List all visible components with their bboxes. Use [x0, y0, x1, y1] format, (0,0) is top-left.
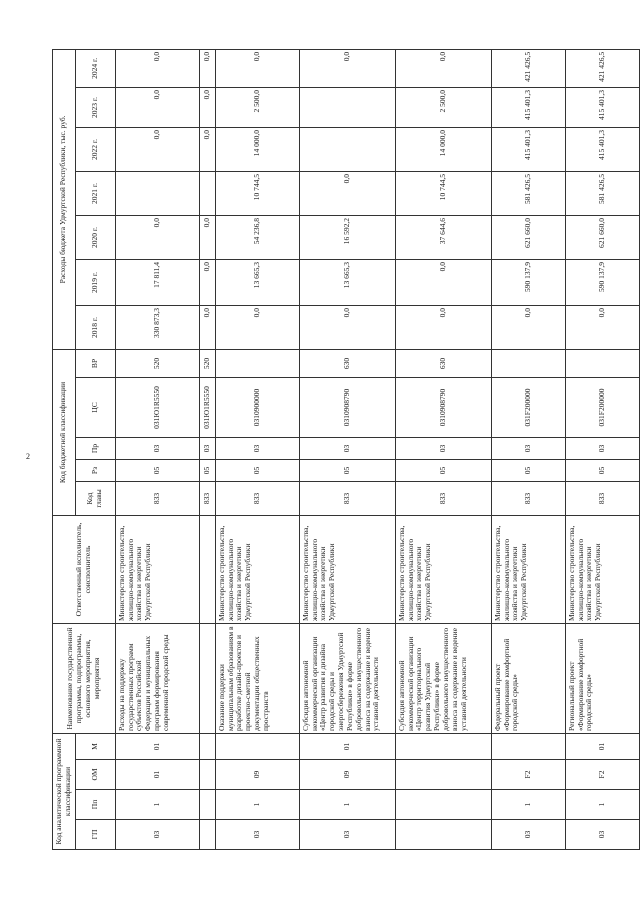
cell-pp	[199, 790, 215, 820]
cell-gp: 03	[215, 820, 299, 850]
header-m: М	[75, 733, 115, 759]
cell-vr: 630	[395, 349, 491, 377]
header-apk-group: Код аналитической программной классификации	[53, 733, 76, 849]
rotated-table-wrapper	[52, 50, 610, 850]
cell-cs: 0310908790	[395, 377, 491, 437]
cell-expense: 0,0	[115, 87, 199, 127]
table-row	[565, 49, 639, 849]
cell-glava: 833	[115, 481, 199, 515]
cell-glava: 833	[215, 481, 299, 515]
cell-glava: 833	[395, 481, 491, 515]
cell-name: Региональный проект «Формирование комфортной городской среды»	[565, 623, 639, 733]
cell-expense: 0,0	[299, 171, 395, 215]
cell-expense: 421 426,5	[491, 49, 565, 87]
cell-expense: 330 873,3	[115, 305, 199, 349]
header-gp: ГП	[75, 820, 115, 850]
cell-m	[491, 733, 565, 759]
cell-glava: 833	[199, 481, 215, 515]
header-rz: Рз	[75, 459, 115, 481]
cell-expense: 0,0	[199, 259, 215, 305]
cell-glava: 833	[299, 481, 395, 515]
cell-om	[199, 760, 215, 790]
cell-m	[199, 733, 215, 759]
cell-m: 01	[565, 733, 639, 759]
cell-expense: 0,0	[299, 49, 395, 87]
header-bk-group: Код бюджетной классификации	[53, 349, 76, 515]
cell-name: Федеральный проект «Формирование комфортной городской среды»	[491, 623, 565, 733]
header-expenses-group: Расходы бюджета Удмуртской Республики, тыс. руб.	[53, 49, 76, 349]
cell-cs: 031F200000	[491, 377, 565, 437]
cell-gp	[199, 820, 215, 850]
cell-expense: 14 000,0	[395, 127, 491, 171]
cell-expense: 2 500,0	[395, 87, 491, 127]
cell-resp: Министерство строительства, жилищно-коммунального хозяйства и энергетики Удмуртской Республики	[491, 515, 565, 623]
cell-pp: 1	[299, 790, 395, 820]
cell-expense: 0,0	[199, 127, 215, 171]
cell-expense: 415 401,3	[491, 87, 565, 127]
cell-expense: 621 660,0	[491, 215, 565, 259]
cell-gp: 03	[299, 820, 395, 850]
cell-expense: 621 660,0	[565, 215, 639, 259]
cell-pr: 03	[491, 437, 565, 459]
cell-rz: 05	[395, 459, 491, 481]
cell-m: 01	[299, 733, 395, 759]
cell-expense: 0,0	[199, 305, 215, 349]
cell-glava: 833	[491, 481, 565, 515]
cell-name	[199, 623, 215, 733]
cell-expense: 10 744,5	[215, 171, 299, 215]
cell-pp: 1	[491, 790, 565, 820]
header-om: ОМ	[75, 760, 115, 790]
cell-expense: 0,0	[491, 305, 565, 349]
cell-rz: 05	[115, 459, 199, 481]
cell-expense: 0,0	[299, 305, 395, 349]
cell-pr: 03	[115, 437, 199, 459]
cell-pp: 1	[115, 790, 199, 820]
header-row-group	[53, 49, 76, 849]
header-year: 2019 г.	[75, 259, 115, 305]
header-year: 2024 г.	[75, 49, 115, 87]
cell-expense: 0,0	[565, 305, 639, 349]
cell-expense: 16 592,2	[299, 215, 395, 259]
cell-om: 01	[115, 760, 199, 790]
cell-cs: 031Ю1R5550	[115, 377, 199, 437]
cell-pr: 03	[565, 437, 639, 459]
cell-pp	[395, 790, 491, 820]
cell-expense: 0,0	[395, 259, 491, 305]
cell-pr: 03	[395, 437, 491, 459]
cell-gp	[395, 820, 491, 850]
cell-cs: 0310908790	[299, 377, 395, 437]
cell-cs: 031F200000	[565, 377, 639, 437]
page-number: 2	[26, 452, 30, 461]
cell-expense: 0,0	[215, 49, 299, 87]
cell-expense: 17 811,4	[115, 259, 199, 305]
cell-expense: 37 644,6	[395, 215, 491, 259]
cell-expense: 0,0	[115, 215, 199, 259]
cell-pr: 03	[215, 437, 299, 459]
header-year: 2018 г.	[75, 305, 115, 349]
header-year: 2022 г.	[75, 127, 115, 171]
header-responsible: Ответственный исполнитель, соисполнитель	[53, 515, 116, 623]
cell-vr: 520	[199, 349, 215, 377]
cell-m	[395, 733, 491, 759]
cell-expense: 54 236,8	[215, 215, 299, 259]
cell-expense	[199, 171, 215, 215]
cell-rz: 05	[565, 459, 639, 481]
cell-expense	[115, 171, 199, 215]
cell-gp: 03	[491, 820, 565, 850]
cell-expense: 10 744,5	[395, 171, 491, 215]
cell-expense: 14 000,0	[215, 127, 299, 171]
cell-m	[215, 733, 299, 759]
cell-expense: 0,0	[199, 215, 215, 259]
cell-expense: 0,0	[215, 305, 299, 349]
cell-gp: 03	[115, 820, 199, 850]
cell-name: Оказание поддержки муниципальным образованиям в разработке дизайн-проектов и проектно-сметной документации общественных пространств	[215, 623, 299, 733]
cell-expense: 0,0	[395, 49, 491, 87]
header-vr: ВР	[75, 349, 115, 377]
cell-pp: 1	[215, 790, 299, 820]
cell-rz: 05	[491, 459, 565, 481]
cell-expense: 0,0	[395, 305, 491, 349]
header-cs: ЦС	[75, 377, 115, 437]
cell-gp: 03	[565, 820, 639, 850]
cell-expense: 415 401,3	[565, 127, 639, 171]
cell-om: 09	[215, 760, 299, 790]
cell-resp: Министерство строительства, жилищно-коммунального хозяйства и энергетики Удмуртской Республики	[565, 515, 639, 623]
cell-resp: Министерство строительства, жилищно-коммунального хозяйства и энергетики Удмуртской Республики	[115, 515, 199, 623]
cell-pp: 1	[565, 790, 639, 820]
cell-resp: Министерство строительства, жилищно-коммунального хозяйства и энергетики Удмуртской Республики	[215, 515, 299, 623]
cell-name: Расходы на поддержку государственных программ субъектов Российской Федерации и муниципальных программ формирования современной городской среды	[115, 623, 199, 733]
cell-name: Субсидия автономной некоммерческой организации «Центр развития и дизайна городской среды и энергосбережения Удмуртской Республики» в форме добровольного имущественного взноса на содержание и ведение уставной деятельности	[299, 623, 395, 733]
cell-pr: 03	[299, 437, 395, 459]
cell-expense: 590 137,9	[565, 259, 639, 305]
cell-expense: 0,0	[115, 49, 199, 87]
cell-expense: 2 500,0	[215, 87, 299, 127]
cell-rz: 05	[215, 459, 299, 481]
cell-om	[395, 760, 491, 790]
cell-vr: 630	[299, 349, 395, 377]
cell-expense: 421 426,5	[565, 49, 639, 87]
cell-expense: 0,0	[199, 87, 215, 127]
cell-cs: 031Ю1R5550	[199, 377, 215, 437]
cell-rz: 05	[199, 459, 215, 481]
table-row	[115, 49, 199, 849]
cell-expense: 415 401,3	[565, 87, 639, 127]
cell-expense: 0,0	[199, 49, 215, 87]
cell-vr	[491, 349, 565, 377]
expenditure-table	[52, 49, 640, 850]
cell-expense: 0,0	[115, 127, 199, 171]
table-row	[215, 49, 299, 849]
cell-om: F2	[491, 760, 565, 790]
cell-expense: 590 137,9	[491, 259, 565, 305]
header-pr: Пр	[75, 437, 115, 459]
cell-expense: 13 665,3	[215, 259, 299, 305]
header-pp: Пп	[75, 790, 115, 820]
cell-cs: 0310900000	[215, 377, 299, 437]
table-body	[115, 49, 639, 849]
table-row	[199, 49, 215, 849]
cell-vr	[215, 349, 299, 377]
table-row	[299, 49, 395, 849]
cell-pr: 03	[199, 437, 215, 459]
header-year: 2020 г.	[75, 215, 115, 259]
cell-expense: 13 665,3	[299, 259, 395, 305]
cell-m: 01	[115, 733, 199, 759]
cell-om: 09	[299, 760, 395, 790]
table-row	[491, 49, 565, 849]
cell-expense: 581 426,5	[491, 171, 565, 215]
cell-rz: 05	[299, 459, 395, 481]
cell-expense: 415 401,3	[491, 127, 565, 171]
cell-glava: 833	[565, 481, 639, 515]
cell-resp: Министерство строительства, жилищно-коммунального хозяйства и энергетики Удмуртской Республики	[299, 515, 395, 623]
cell-expense: 581 426,5	[565, 171, 639, 215]
cell-resp: Министерство строительства, жилищно-коммунального хозяйства и энергетики Удмуртской Республики	[395, 515, 491, 623]
cell-expense	[299, 127, 395, 171]
header-year: 2021 г.	[75, 171, 115, 215]
cell-name: Субсидия автономной некоммерческой организации «Центр территориального развития Удмуртской Республики» в форме добровольного имущественного взноса на содержание и ведение уставной деятельности	[395, 623, 491, 733]
table-row	[395, 49, 491, 849]
cell-resp	[199, 515, 215, 623]
cell-expense	[299, 87, 395, 127]
header-name: Наименование государственной программы, подпрограммы, основного мероприятия, мероприятия	[53, 623, 116, 733]
cell-om: F2	[565, 760, 639, 790]
header-glava: Код главы	[75, 481, 115, 515]
header-year: 2023 г.	[75, 87, 115, 127]
cell-vr	[565, 349, 639, 377]
cell-vr: 520	[115, 349, 199, 377]
